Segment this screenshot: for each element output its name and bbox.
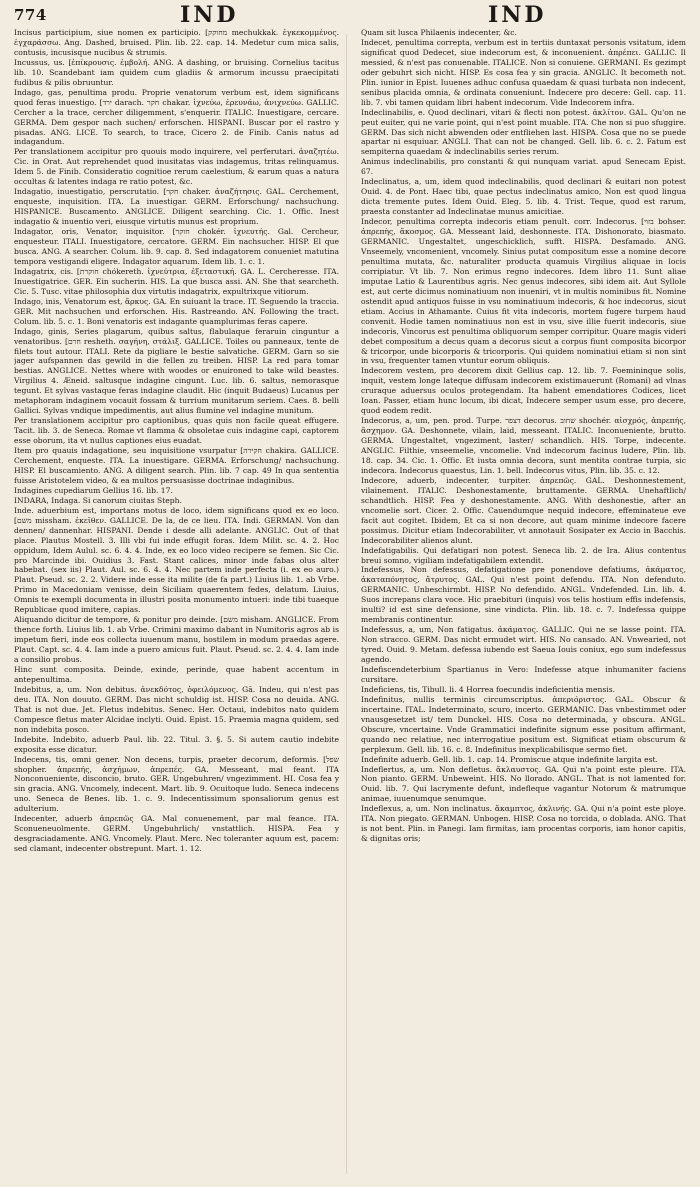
dictionary-entry: Indecenter, aduerb ἀπρεπῶς GA. Mal conuenement, par mal feance. ITA. Sconueneuolmente. GERM. Ungebuhrlich/ vnstattlich. HISPA. Fea y desgraciadamente. ANG. Vncomely. Plaut. Merc. Nec toleranter aquum est, pacem: sed clamant, indecenter obstrepunt. Mart. 1. 12. <box>14 814 339 854</box>
dictionary-entry: Animus indeclinabilis, pro constanti & qui nunquam variat. apud Senecam Epist. 67. <box>361 157 686 177</box>
dictionary-entry: Per translationem accipitur pro captionibus, quas quis non facile queat effugere. Tacit. lib. 3. de Seneca. Romae vt flamma & obsoletae cuis indagine capi, captorem esse oborum, ita vt nullus captiones eius euadat. <box>14 416 339 446</box>
dictionary-entry: Item pro quauis indagatione, seu inquisitione vsurpatur [חקירה chakira. GALLICE. Cerchement, enqueste. ITA. La inuestigare. GERMA. Erforschung/ nachsuchung. HISP. El buscamiento. ANG. A diligent search. Plin. lib. 7 cap. 49 In qua sententia fuisse Aristotelem video, & ea multos persuasisse doctrinae indaginibus. <box>14 446 339 485</box>
dictionary-entry: Indefinitus, nullis terminis circumscriptus. ἀπεριόριστος. GAL. Obscur & incertaine. ITAL. Indeterminato, scuro, incerto. GERMANIC. Das vnbestimmet oder vnausgesetzet ist/ tem Dunckel. HIS. Cosa no determinada, y obscura. ANGL. Obscure, vncertaine. Vnde Grammatici indefinite signum esse positum affirmant, quando nec relatiue, nec interrogatiue positum est. Significat etiam obscurum & perplexum. Gell. lib. 16. c. 8. Indefinitus inexplicabilisque sermo fiet. <box>361 694 686 754</box>
dictionary-entry: Indecorem vestem, pro decorem dixit Gellius cap. 12. lib. 7. Foemininque solis, inquit, vestem longe lateque diffusam indecorem existimauerunt (Romani) ad vlnas cruraque aduersus oculos protegendam. Ita habent emendatiores Codices, licet Ioan. Passer, etiam hunc locum, ibi dicat, Indecere semper usum esse, pro decere, quod eodem redit. <box>361 366 686 416</box>
dictionary-entry: Indecor, penultima correpta indecoris etiam penult. corr. Indecorus. [בזוי bohser. ἀπρεπὴς, ἄκοσμος. GA. Messeant laid, deshonneste. ITA. Dishonorato, biasmato. GERMANIC. Ungestaltet, ungeschicklich, sufft. HISPA. Desfamado. ANG. Vnseemely, vncomenient, vncomely. Sinius putat compositum esse a nomine decore penultima mutata, &c. naturaliter producta quamuis Virgilius aliquae in locis corripiatur. Vt lib. 7. Non erimus regno indecores. Idem libro 11. Sunt aliae imputae Latio & Laurentibus agris. Nec genus indecores, sibi idem ait. Aut Syllole est, aut certe dicimus nominatiuum non inueniri, vt in multis nominibus fit. Nomine ostendit apud antiquos fuisse in vsu nominatiuum indecoris, & hoc indecorus, sicut etiam. Accius in Athamante. Cuius fit vita indecoris, mortem fugere turpem haud convenit. Hodie tamen nominatiuus non est in vsu, sive illie fuerit indecoris, siue indecoris, Vincorus est penultima obliquorum semper corripitur. Quare magis videri debet compositum a decus quam a decorus sicut a corpus fiunt composita bicorpor & tricorpor, unde bicorporis & tricorporis. Qui quidem nominatiui etiam si non sint in vsu, frequenter tamen vtuntur eorum obliquis. <box>361 217 686 366</box>
dictionary-entry: Incussus, us. [ἐπίκρουσις. ἐμβολή. ANG. A dashing, or bruising. Cornelius tacitus lib. 10. Scandebant iam quidem cum gladiis & armorum incussu praecipitati fudibus & pilis obruuntur. <box>14 57 339 87</box>
dictionary-entry: Quam sit lusca Philaenis indecenter, &c. <box>361 28 517 37</box>
dictionary-entry: Indebitus, a, um. Non debitus. ἀνεκδότος, ὀφειλόμενος. Gā. Indeu, qui n'est pas deu. ITA. Non douuto. GERM. Das nicht schuldig ist. HISP. Cosa no deuida. ANG. That is not due. Jet. Fletus indebitus. Senec. Her. Octaui, indebitos nato quidem Compesce fletus mater Alcidae inclyti. Ouid. Epist. 15. Praemia magna quidem, sed non indebita posco. <box>14 684 339 734</box>
running-head-left: IND <box>180 2 239 28</box>
left-column <box>14 28 339 1178</box>
running-head-right: IND <box>488 2 547 28</box>
dictionary-entry: Hinc sunt composita. Deinde, exinde, perinde, quae habent accentum in antepenultima. <box>14 665 339 684</box>
dictionary-entry: INDARA, Indaga. Si canorum ciuitas Steph. <box>14 495 182 505</box>
dictionary-entry: Indagator, oris, Venator, inquisitor. [חוקר chokér. ἰχνευτής. Gal. Cercheur, enquesteur. ITALI. Inuestigatore, cercatore. GERM. Ein nachsucher. HISP. El que busca. ANG. A searcher. Colum. lib. 9. cap. 8. Sed indagatorem conueniet matutina tempora vestigandi eligere. Indagator aquarum. Idem lib. 1. c. 1. <box>14 227 339 266</box>
dictionary-entry: Indecet, penultima correpta, verbum est in tertiis duntaxat personis vsitatum, idem significat quod Dedecet, siue indecorum est, & inconuenient. ἀπρέπει. GALLIC. Il messied, & n'est pas conuenable. ITALICE. Non si conuiene. GERMANI. Es gezimpt oder gebuhrt sich nicht. HISP. Es cosa fea y sin gracia. ANGLIC. It becometh not. Plin. iunior in Epist. Iuuenes adhuc confusa quaedam & quasi turbata non indecent, senibus placida omnia, & ordinata conueniunt. Indecere pro decere: Gell. cap. 11. lib. 7. vbi tamen quidam libri habent indecorum. Vide Indecorem infra. <box>361 37 686 107</box>
dictionary-entry: Indeflexus, a, um. Non inclinatus. ἄκαμπτος, ἀκλινής. GA. Qui n'a point este ploye. ITA. Non piegato. GERMAN. Unbogen. HISP. Cosa no torcida, o doblada. ANG. That is not bent. Plin. in Panegi. Iam firmitas, iam procentas corporis, iam honor capitis, & dignitas oris; <box>361 804 686 844</box>
dictionary-entry: Indagatrix, cis. [חוקרת chókereth. ἰχνεύτρια, ἐξεταστική. GA. L. Cercheresse. ITA. Inuestigatrice. GER. Ein sucherin. HIS. La que busca assi. AN. She that searcheth. Cic. 5. Tusc. vitae philosophia dux virtutis indagatrix, expultrixque vitiorum. <box>14 266 339 296</box>
dictionary-entry: Indebite. Indebito, aduerb Paul. lib. 22. Titul. 3. §. 5. Si autem cautio indebite exposita esse dicatur. <box>14 734 339 754</box>
dictionary-entry: Indecore, aduerb, indecenter, turpiter. ἀπρεπῶς. GAL. Deshonnestement, vilainement. ITALIC. Deshonestamente, bruttamente. GERMA. Unehaftlich/ schandtlich. HISP. Fea y deshonestamente. ANG. With deshonestie, after an vncomelie sort. Cicer. 2. Offic. Cauendumque nequid indecore, effeminateue eve facit aut cogitet. Ibidem, Et ca si non decore, aut quam minime indecore facere possimus. Dicitur etiam Indecorabiliter, vt annotauit Sosipater ex Accio in Bacchis. Indecorabiliter alienos alunt. <box>361 475 686 545</box>
dictionary-entry: Indagatio, inuestigatio, perscrutatio. [חקר chaker. ἀναζήτησις. GAL. Cerchement, enqueste, inquisition. ITA. La inuestigar. GERM. Erforschung/ nachsuchung. HISPANICE. Buscamento. ANGLICE. Diligent searching. Cic. 1. Offic. Inest indagatio & inuentio veri, eiusque virtutis munus est proprium. <box>14 187 339 227</box>
right-column <box>361 28 686 1178</box>
dictionary-entry: Per translationem accipitur pro quouis modo inquirere, vel perferutari. ἀναζητέω. Cic. in Orat. Aut reprehendet quod inusitatas vias indagemus, tritas relinquamus. Idem 5. de Finib. Consideratio cognitioe rerum caelestium, & earum quas a natura occultas & latentes indaga re ratio potest, &c. <box>14 147 339 187</box>
dictionary-entry: Indeflertus, a, um. Non defletus. ἄκλαυστος. GA. Qui n'a point este pleure. ITA. Non pianto. GERM. Unbeweint. HIS. No llorado. ANGL. That is not lamented for. Ouid. lib. 7. Qui lacrymente defunt, indefleque vagantur Notorum & matrumque animae, iuuenumque senumque. <box>361 764 686 804</box>
dictionary-entry: Aliquando dicitur de tempore, & ponitur pro deinde. [משם misham. ANGLICE. From thence forth. Liuius lib. 1. ab Vrbe. Crimini maximo dabant in Numitoris agros ab is impetum fieri, inde eos collecta iuuenum manu, hostilem in modum praedas agere. Plaut. Capt. sc. 4. 4. Iam inde a puero amicus fuit. Plaut. Pseud. sc. 2. 4. 4. Iam inde a consilio probus. <box>14 615 339 665</box>
dictionary-entry: Indeficiens, tis, Tibull. li. 4 Horrea foecundis indeficientia mensis. <box>361 684 616 694</box>
dictionary-entry: Indefatigabilis. Qui defatigari non potest. Seneca lib. 2. de Ira. Alius contentus breui somno, vigiliam indefatigabilem extendit. <box>361 545 686 565</box>
dictionary-entry: Indefessus, a, um, Non fatigatus. ἀκάματος. GALLIC. Qui ne se lasse point. ITA. Non stracco. GERM. Das nicht ermudet wirt. HIS. No cansado. AN. Vnwearied, not tyred. Ouid. 9. Metam. defessa iubendo est Saeua Iouis coniux, ego sum indefessus agendo. <box>361 625 686 665</box>
dictionary-entry: Indefinite aduerb. Gell. lib. 1. cap. 14. Promiscue atque indefinite largita est. <box>361 754 658 764</box>
column-divider <box>346 34 347 1174</box>
dictionary-entry: Inde. aduerbium est, importans motus de loco, idem significans quod ex eo loco. [משם missham. ἐκεῖθεν. GALLICE. De la, de ce lieu. ITA. Indi. GERMAN. Von dan dennen/ dannenhar. HISPANI. Dende i desde alli adelante. ANGLIC. Out of that place. Plautus Mostell. 3. Illi vbi fui inde effugit foras. Idem Milit. sc. 4. 2. Hoc oppidum, Idem Aulul. sc. 6. 4. 4. Inde, ex eo loco video recipere se femen. Sic Cic. pro Marcinde ibi. Ouidius 3. Fast. Stant calices, minor inde fabas olus alter habebat. (sex iis) Plaut. Aul. sc. 6. 4. 4. Nec partem inde perfecta (i. ex eo auro.) Plaut. Pseud. sc. 2. 2. Videre inde esse ita milite (de fa part.) Liuius lib. 1. ab Vrbe. Primo in Macedoniam venisse, dein Siciliam quaerentem fedes, delatum. Liuius, Omnis te exempli documenta in illustri posita monumento intueri: inde tibi tuaeque Republicae quod imitere, capias. <box>14 505 339 615</box>
dictionary-entry: Indecorus, a, um, pen. prod. Turpe. דצפר decorus. שחוב shochér. αἰσχρός, ἀπρεπής, ἄσχημον. GA. Deshonnete, vilain, laid, messeant. ITALIC. Inconueniente, brutto. GERMA. Ungestaltet, vngeziment, laster/ schandlich. HIS. Torpe, indecente. ANGLIC. Filthie, vnseemelie, vncomelie. Vnd indecorum facinus ludere, Plin. lib. 18. cap. 34. Cic. 1. Offic. Et iusta omnia decora, sunt mentita contrae turpia, sic indecora. Indecorus quaestus, Lin. 1. bell. Indecorus vitus, Plin. lib. 35. c. 12. <box>361 416 686 475</box>
dictionary-entry: Indeclinabilis, e. Quod declinari, vitari & flecti non potest. ἀκλίτον. GAL. Qu'on ne peut euiter, qui ne varie point, qui n'est point muable. ITA. Che non si puo sfuggire. GERM. Das sich nicht abwenden oder entfliehen last. HISPA. Cosa que no se puede apartar ni esquiuar. ANGLI. That can not be changed. Gell. lib. 6. c. 2. Fatum est sempiterna quaedam & indeclinabilis series rerum. <box>361 107 686 157</box>
dictionary-entry: Indefessus, Non defessus, defatigatione pre ponendove defatiums, ἀκάματος, ἀκαταπόνητος, ἄτρυτος. GAL. Qui n'est point defendu. ITA. Non defenduto. GERMANIC. Unbeschirmbt. HISP. No defendido. ANGL. Vndefended. Lin. lib. 4. Suos increpans clara voce. Hic praebituri (inquis) vos telis hostium effis indefensis, inulti? id est sine defensione, sine vindicta. Plin. lib. 18. c. 7. Indefessa quippe membranis continentur. <box>361 565 686 625</box>
dictionary-entry: Indago, gas, penultima produ. Proprie venatorum verbum est, idem significans quod feras inuestigo. [ירד darach. חקר chakar. ἰχνεύω, ἐρευνάω, ἀνιχνεύω. GALLIC. Cercher a la trace, cercher diligemment, s'enquerir. ITALIC. Inuestigare, cercare. GERMA. Dem gespor nach suchen/ erforschen. HISPANI. Buscar por el rastro y pisadas. ANG. LICE. To search, to trace, Cicero 2. de Finib. Canis natus ad indagandum. <box>14 87 339 147</box>
dictionary-entry: Indefiscendeterbium Spartianus in Vero: Indefesse atque inhumaniter faciens cursitare. <box>361 665 686 684</box>
dictionary-entry: Indeclinatus, a, um, idem quod indeclinabilis, quod declinari & euitari non potest Ouid. 4. de Pont. Haec tibi, quae pectus indeclinatus amico, Non est quod lingua dicta tremente putes. Idem Ouid. Eleg. 5. lib. 4. Trist. Teque, quod est rarum, praesta constanter ad Indeclinatae munus amicitiae. <box>361 177 686 217</box>
dictionary-entry: Incisus participium, siue nomen ex participio. [מחוקק mechukkak. ἐγκεκομμένος. ἐγχαράσσω. Ang. Dashed, bruised. Plin. lib. 22. cap. 14. Medetur cum mica salis, contusis, incusisque nucibus & strumis. <box>14 28 339 57</box>
dictionary-entry: Indecens, tis, omni gener. Non decens, turpis, praeter decorum, deformis. [שפל shopher. ἀπρεπής, ἀσχήμων, ἀπρεπές. GA. Messeant, mal feant. ITA Nonconueniente, disconcio, bruto. GER. Ungebuhren/ vngezimment. HI. Cosa fea y sin gracia. ANG. Vncomely, indecent. Mart. lib. 9. Ocuitoque ludo. Seneca indecens uno. Seneca de Benes. lib. 1. c. 9. Indecentissimum sponsaliorum genus est adulterium. <box>14 754 339 814</box>
dictionary-entry: Indago, inis, Venatorum est, ἄρκυς. GA. En suiuant la trace. IT. Seguendo la traccia. GER. Mit nachsuchen und erforschen. His. Rastreando. AN. Following the tract. Colum. lib. 5. c. 1. Boni venatoris est indagante quamplurimas feras capere. <box>14 296 339 326</box>
page-number: 774 <box>14 6 47 24</box>
dictionary-entry: Indago, ginis, Series plagarum, quibus saltus, flabulaque feraruin cinguntur a venatoribus. [חרם resheth. σαγήνη, στάλιξ. GALLICE. Toiles ou panneaux, tente de filets tout autour. ITALI. Rete da pigliare le bestie salvatiche. GERM. Garn so sie jager aufspannen das gewild in die fellen zu treiben. HISP. La red para tomar bestias. ANGLICE. Nettes where with woodes or enuironed to take wild beastes. Virgilius 4. Æneid. saltusque indagine cingunt. Luc. lib. 6. saltus, nemorasque tegunt. Et sylvas vastaque feras indagine claudit. Hic (inquit Budaeus) Lucanus per metaphoram indaginem vocauit fossam & turrium munitarum seriem. Caes. 8. belli Gallici. Sylvas vndique impedimentis, aut alius flumine vel indagine munitum. <box>14 326 339 416</box>
dictionary-entry: Indagines cupediarum Gellius 16. lib. 17. <box>14 485 173 495</box>
